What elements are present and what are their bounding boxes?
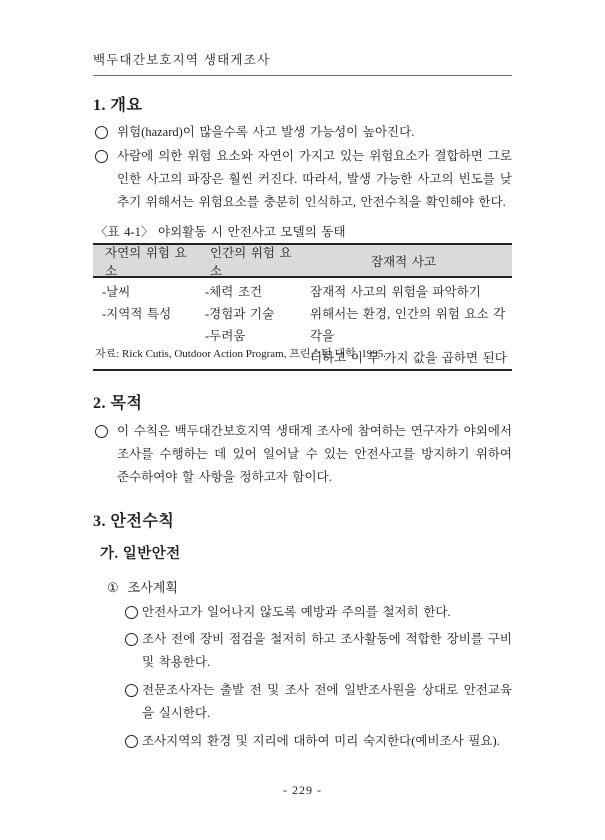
human-factor-item: -체력 조건 bbox=[205, 285, 263, 299]
bullet-circle-icon bbox=[125, 679, 142, 725]
table-source: 자료: Rick Cutis, Outdoor Action Program, 프린스턴 대학, 1995. bbox=[95, 348, 386, 360]
rules-bullet-1 bbox=[125, 601, 512, 624]
bullet-circle-icon bbox=[125, 730, 142, 753]
table-header-human: 인간의 위험 요소 bbox=[210, 245, 292, 278]
human-factor-item: -경험과 기술 bbox=[205, 307, 275, 321]
natural-factor-item: -날씨 bbox=[102, 285, 131, 299]
bullet-circle-icon bbox=[95, 145, 117, 214]
human-factor-item: -두려움 bbox=[205, 329, 246, 343]
rules-bullet-2 bbox=[125, 628, 512, 674]
rules-bullet-1-text: 안전사고가 일어나지 않도록 예방과 주의를 철저히 한다. bbox=[142, 605, 451, 619]
heading-purpose: 2. 목적 bbox=[93, 395, 143, 412]
potential-accident-line: 잠재적 사고의 위험을 파악하기 bbox=[310, 285, 481, 299]
potential-accident-line: 더하고 이 두 가지 값을 곱하면 된다 bbox=[310, 351, 507, 365]
page-number: - 229 - bbox=[283, 783, 322, 797]
heading-overview: 1. 개요 bbox=[93, 97, 143, 114]
rules-bullet-3 bbox=[125, 679, 512, 725]
rules-bullet-2-text: 조사 전에 장비 점검을 철저히 하고 조사활동에 적합한 장비를 구비 및 착용한다. bbox=[142, 632, 512, 669]
bullet-circle-icon bbox=[95, 420, 117, 489]
subheading-general-safety: 가. 일반안전 bbox=[100, 546, 181, 562]
overview-bullet-2-text: 사람에 의한 위험 요소와 자연이 가지고 있는 위험요소가 결합하면 그로 인한 사고의 파장은 훨씬 커진다. 따라서, 발생 가능한 사고의 빈도를 낮추기 위해서는 위험요소를 충분히 인식하고, 안전수칙을 확인해야 한다. bbox=[117, 149, 512, 209]
bullet-circle-icon bbox=[95, 121, 117, 144]
overview-bullet-1 bbox=[95, 121, 512, 144]
item-survey-plan-label: 조사계획 bbox=[127, 580, 178, 595]
overview-bullet-1-text: 위험(hazard)이 많을수록 사고 발생 가능성이 높아진다. bbox=[117, 125, 415, 139]
table-header-row bbox=[93, 245, 512, 278]
bullet-circle-icon bbox=[125, 628, 142, 674]
table-caption: 〈표 4-1〉 야외활동 시 안전사고 모델의 동태 bbox=[95, 225, 346, 239]
running-title: 백두대간보호지역 생태게조사 bbox=[93, 50, 512, 76]
circled-number-icon: ① bbox=[107, 580, 119, 595]
table-header-potential: 잠재적 사고 bbox=[370, 254, 436, 269]
rules-bullet-3-text: 전문조사자는 출발 전 및 조사 전에 일반조사원을 상대로 안전교육을 실시한다. bbox=[142, 683, 512, 720]
bullet-circle-icon bbox=[125, 601, 142, 624]
item-survey-plan bbox=[107, 577, 178, 596]
rules-bullet-4-text: 조사지역의 환경 및 지리에 대하여 미리 숙지한다(예비조사 필요). bbox=[142, 734, 500, 748]
overview-bullet-2 bbox=[95, 145, 512, 214]
rules-bullet-4 bbox=[125, 730, 512, 753]
natural-factor-item: -지역적 특성 bbox=[102, 307, 172, 321]
potential-accident-line: 위해서는 환경, 인간의 위험 요소 각각을 bbox=[310, 307, 506, 343]
purpose-bullet-1 bbox=[95, 420, 512, 489]
heading-safety-rules: 3. 안전수칙 bbox=[93, 513, 175, 530]
table-header-natural: 자연의 위험 요소 bbox=[105, 245, 187, 278]
purpose-bullet-1-text: 이 수칙은 백두대간보호지역 생태계 조사에 참여하는 연구자가 야외에서 조사를 수행하는 데 있어 일어날 수 있는 안전사고를 방지하기 위하여 준수하여야 할 사항을 정하고자 함이다. bbox=[117, 424, 512, 484]
